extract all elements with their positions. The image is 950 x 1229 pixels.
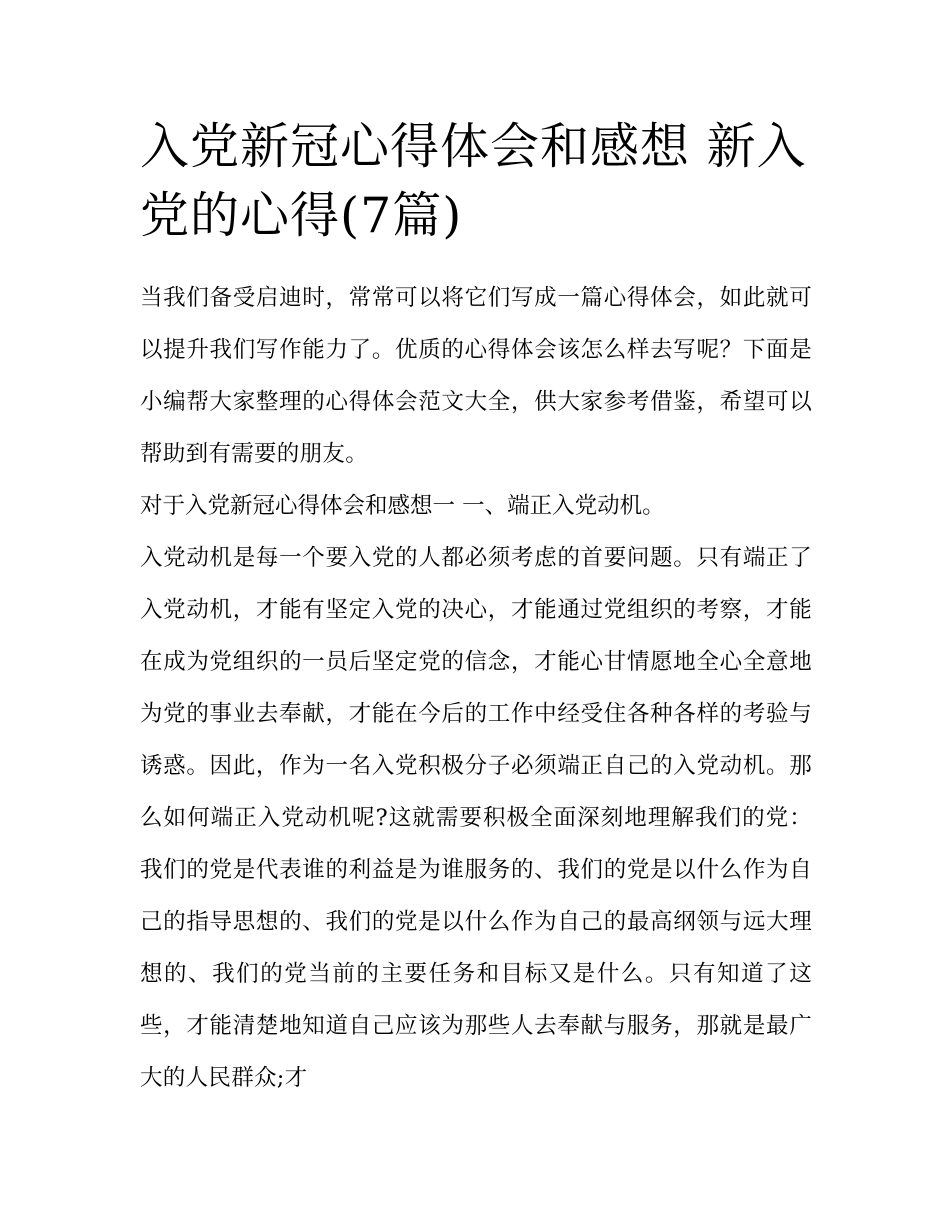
body-paragraph: 入党动机是每一个要入党的人都必须考虑的首要问题。只有端正了入党动机，才能有坚定入党的决心，才能通过党组织的考察，才能在成为党组织的一员后坚定党的信念，才能心甘情愿地全心全意地为党的事业去奉献，才能在今后的工作中经受住各种各样的考验与诱惑。因此，作为一名入党积极分子必须端正自己的入党动机。那么如何端正入党动机呢?这就需要积极全面深刻地理解我们的党：我们的党是代表谁的利益是为谁服务的、我们的党是以什么作为自己的指导思想的、我们的党是以什么作为自己的最高纲领与远大理想的、我们的党当前的主要任务和目标又是什么。只有知道了这些，才能清楚地知道自己应该为那些人去奉献与服务，那就是最广大的人民群众;才: [140, 545, 812, 1091]
document-title: 入党新冠心得体会和感想 新入党的心得(7篇): [140, 118, 807, 244]
document-page: [140, 112, 812, 1104]
section-heading: 对于入党新冠心得体会和感想一 一、端正入党动机。: [140, 493, 665, 519]
intro-paragraph: 当我们备受启迪时，常常可以将它们写成一篇心得体会，如此就可以提升我们写作能力了。优质的心得体会该怎么样去写呢？下面是小编帮大家整理的心得体会范文大全，供大家参考借鉴，希望可以帮助到有需要的朋友。: [140, 285, 812, 467]
